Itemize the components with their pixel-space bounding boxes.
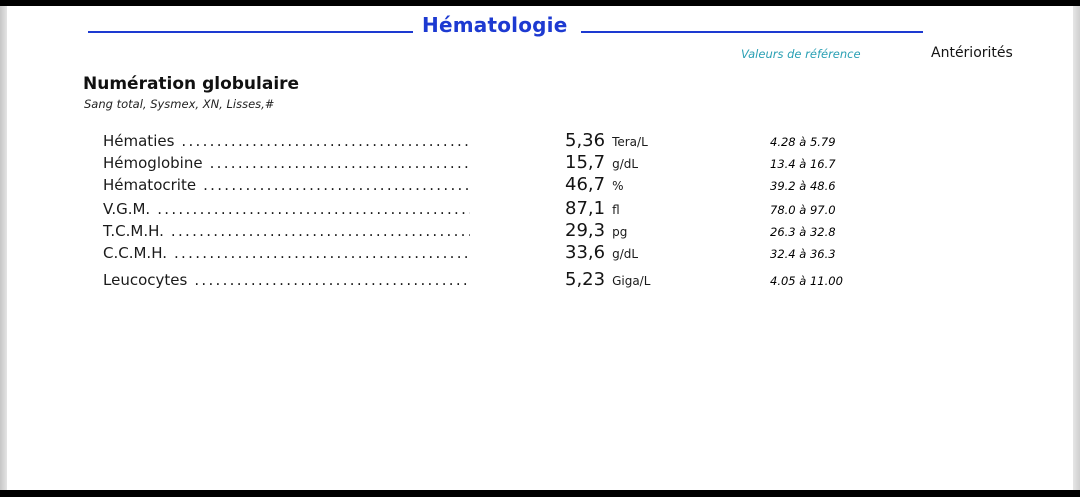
test-name: Hématies	[103, 132, 175, 150]
result-value-cell	[470, 152, 770, 173]
specimen-method-note: Sang total, Sysmex, XN, Lisses,#	[84, 97, 275, 111]
reference-range: 26.3 à 32.8	[770, 225, 836, 239]
test-name: Leucocytes	[103, 271, 188, 289]
dot-leader	[210, 154, 470, 172]
test-name: T.C.M.H.	[103, 222, 164, 240]
test-name-cell	[103, 244, 470, 262]
results-table	[0, 130, 1080, 291]
dot-leader	[157, 200, 470, 218]
title-underline-right	[581, 31, 923, 33]
reference-values-column-header: Valeurs de référence	[741, 47, 861, 61]
dot-leader	[174, 244, 470, 262]
dot-leader	[203, 176, 470, 194]
result-value-cell	[470, 242, 770, 263]
test-name: Hémoglobine	[103, 154, 203, 172]
result-value: 87,1	[565, 198, 606, 219]
result-value: 46,7	[565, 174, 606, 195]
result-value: 5,36	[565, 130, 606, 151]
anteriorites-column-header: Antériorités	[931, 45, 1013, 61]
result-unit: %	[612, 179, 624, 193]
result-row	[0, 242, 1080, 264]
test-name-cell	[103, 154, 470, 172]
reference-range: 78.0 à 97.0	[770, 203, 836, 217]
result-row	[0, 174, 1080, 196]
result-row	[0, 130, 1080, 152]
test-name-cell	[103, 222, 470, 240]
section-header-hematologie: Hématologie	[422, 13, 568, 37]
result-value: 29,3	[565, 220, 606, 241]
top-letterbox-bar	[0, 0, 1080, 6]
result-value-cell	[470, 269, 770, 290]
result-value-cell	[470, 174, 770, 195]
bottom-letterbox-bar	[0, 490, 1080, 497]
test-name: V.G.M.	[103, 200, 151, 218]
result-value-cell	[470, 130, 770, 151]
test-name-cell	[103, 271, 470, 289]
result-row	[0, 220, 1080, 242]
test-name-cell	[103, 200, 470, 218]
result-value-cell	[470, 198, 770, 219]
left-page-edge	[0, 0, 7, 497]
reference-range: 13.4 à 16.7	[770, 157, 836, 171]
result-unit: Tera/L	[612, 135, 648, 149]
result-value: 5,23	[565, 269, 606, 290]
dot-leader	[171, 222, 470, 240]
result-value: 33,6	[565, 242, 606, 263]
test-name: C.C.M.H.	[103, 244, 167, 262]
reference-range: 32.4 à 36.3	[770, 247, 836, 261]
right-page-edge	[1073, 0, 1080, 497]
result-unit: g/dL	[612, 157, 639, 171]
reference-range: 4.05 à 11.00	[770, 274, 843, 288]
test-name: Hématocrite	[103, 176, 197, 194]
title-underline-left	[88, 31, 413, 33]
result-row	[0, 269, 1080, 291]
result-row	[0, 152, 1080, 174]
result-value: 15,7	[565, 152, 606, 173]
result-row	[0, 198, 1080, 220]
dot-leader	[181, 132, 470, 150]
reference-range: 39.2 à 48.6	[770, 179, 836, 193]
reference-range: 4.28 à 5.79	[770, 135, 836, 149]
result-unit: g/dL	[612, 247, 639, 261]
result-unit: Giga/L	[612, 274, 651, 288]
test-name-cell	[103, 132, 470, 150]
dot-leader	[194, 271, 470, 289]
test-name-cell	[103, 176, 470, 194]
result-value-cell	[470, 220, 770, 241]
result-unit: pg	[612, 225, 628, 239]
panel-title-numeration-globulaire: Numération globulaire	[83, 74, 300, 94]
result-unit: fl	[612, 203, 620, 217]
